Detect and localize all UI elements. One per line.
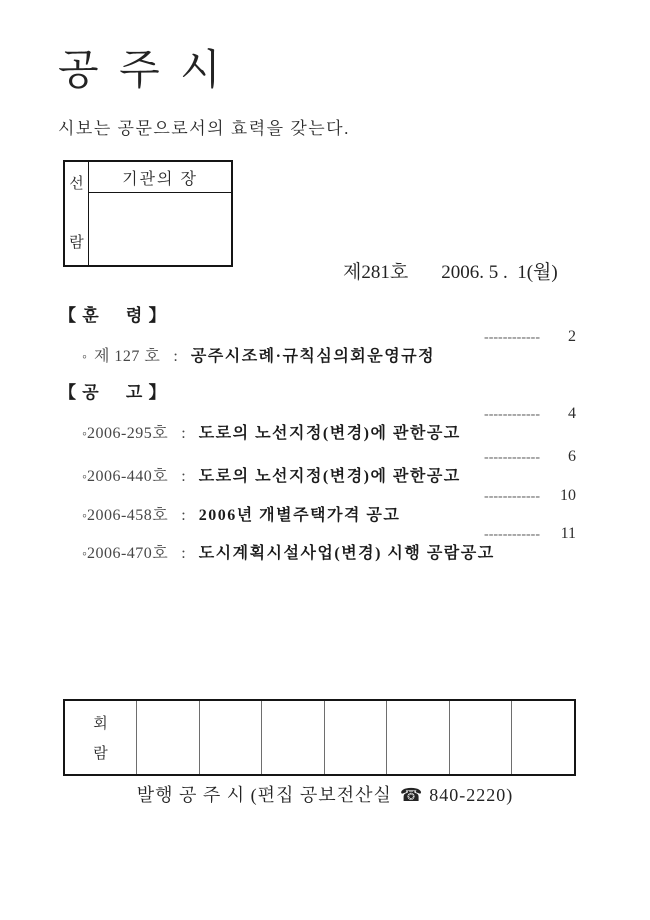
circulation-empty-cell [325,701,388,774]
approval-side-label-bottom: 람 [69,235,84,251]
issue-date: 2006. 5 . 1(월) [441,262,558,283]
item-separator: : [173,348,178,365]
item-separator: : [181,545,186,562]
approval-header: 기관의 장 [89,162,231,193]
circulation-empty-cell [262,701,325,774]
item-number: 2006-470호 [86,545,169,562]
item-bullet: ◦ [82,547,87,562]
item-page-number: 4 [568,405,576,422]
item-page-number: 11 [560,525,576,542]
telephone-icon: ☎ [399,785,424,805]
circulation-empty-cell [450,701,513,774]
item-page-number: 2 [568,328,576,345]
item-separator: : [181,507,186,524]
dotted-leader: ------------ [484,407,540,422]
item-number: 제 127 호 [93,348,161,365]
item-number: 2006-295호 [86,425,169,442]
publisher-text: 발행 공 주 시 (편집 공보전산실 [136,785,392,805]
item-title: 도시계획시설사업(변경) 시행 공람공고 [198,545,495,562]
dotted-leader: ------------ [484,527,540,542]
approval-signature-area [89,193,231,265]
item-page-number: 6 [568,448,576,465]
item-page-number: 10 [560,487,576,504]
circulation-label-top: 회 [93,716,108,732]
masthead-subtitle: 시보는 공문으로서의 효력을 갖는다. [58,119,350,138]
masthead-title: 공 주 시 [58,48,226,94]
leader-group [484,524,576,544]
item-number: 2006-440호 [86,468,169,485]
leader-group [484,404,576,424]
circulation-label-cell [65,701,137,774]
approval-box [63,160,233,267]
item-bullet: ◦ [82,509,87,524]
item-separator: : [181,425,186,442]
toc-item [66,486,576,524]
leader-group [484,486,576,506]
circulation-empty-cell [137,701,200,774]
circulation-table [63,699,576,776]
item-number: 2006-458호 [86,507,169,524]
dotted-leader: ------------ [484,330,540,345]
section-header-hunryeong: 【 훈 령 】 [59,306,167,325]
item-title: 2006년 개별주택가격 공고 [198,507,401,524]
issue-number: 제281호 [343,262,409,283]
item-bullet: ◦ [82,350,87,365]
toc-item [66,524,576,562]
item-separator: : [181,468,186,485]
toc-item [66,447,576,485]
item-title: 공주시조례·규칙심의회운영규정 [190,348,436,365]
circulation-label-bottom: 람 [93,746,108,762]
approval-side-column [65,162,89,265]
leader-group [484,327,576,347]
section-header-gonggo: 【 공 고 】 [59,383,167,402]
dotted-leader: ------------ [484,450,540,465]
circulation-empty-cell [387,701,450,774]
item-title: 도로의 노선지정(변경)에 관한공고 [198,468,461,485]
issue-line [324,235,558,306]
approval-side-label-top: 선 [69,176,84,192]
toc-item [66,404,576,442]
dotted-leader: ------------ [484,489,540,504]
item-title: 도로의 노선지정(변경)에 관한공고 [198,425,461,442]
toc-item [66,327,576,365]
publisher-phone-number: 840-2220) [429,785,514,805]
item-bullet: ◦ [82,427,87,442]
item-bullet: ◦ [82,470,87,485]
circulation-empty-cell [512,701,574,774]
approval-main-column [89,162,231,265]
circulation-empty-cell [200,701,263,774]
publisher-footer [0,781,650,807]
leader-group [484,447,576,467]
